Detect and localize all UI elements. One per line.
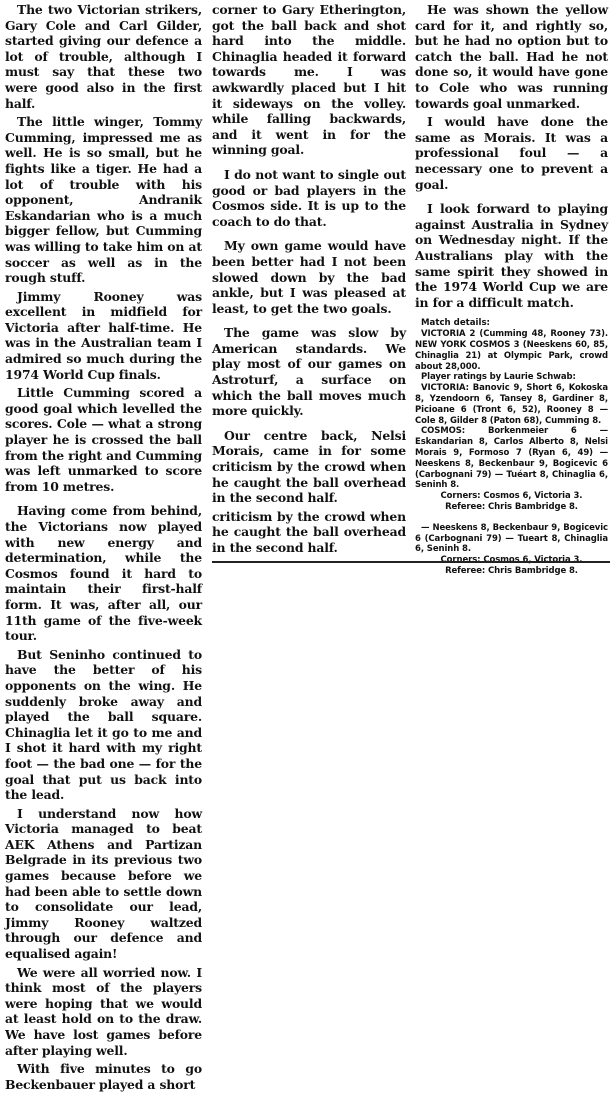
article-paragraph: My own game would have been better had I not been slowed down by the bad ankle, but I was pleased at least, to get the two goals. [212, 238, 406, 316]
article-column-1 [5, 2, 202, 1095]
article-paragraph: Our centre back, Nelsi Morais, came in for some criticism by the crowd when he caught the ball overhead in the second half. [212, 427, 406, 506]
article-paragraph: I do not want to single out good or bad players in the Cosmos side. It is up to the coach to do that. [212, 166, 406, 229]
match-details [415, 329, 608, 513]
article-paragraph: The two Victorian strikers, Gary Cole and Carl Gilder, started giving our defence a lot of trouble, although I must say that these two were good also in the first half. [5, 2, 202, 111]
article-paragraph: But Seninho continued to have the better of his opponents on the wing. He suddenly broke away and played the ball square. Chinaglia let it go to me and I shot it hard with my right foot — the bad one — for the goal that put us back into the lead. [5, 646, 202, 803]
article-paragraph: Jimmy Rooney was excellent in midfield for Victoria after half-time. He was in the Australian team I admired so much during the 1974 World Cup finals. [5, 288, 202, 382]
match-details-cosmos: COSMOS: Borkenmeier 6 — Eskandarian 8, Carlos Alberto 8, Nelsi Morais 9, Formoso 7 (Ryan 6, 49) — Neeskens 8, Beckenbaur 9, Bogicevic 6 (Carbognani 79) — Tuéart 8, Chinaglia 6, Seninh 8. [415, 426, 608, 491]
match-details-cosmos-repeat: — Neeskens 8, Beckenbaur 9, Bogicevic 6 (Carbognani 79) — Tueart 8, Chinaglia 6, Seninh 8. [415, 522, 608, 555]
match-details-score: VICTORIA 2 (Cumming 48, Rooney 73). NEW YORK COSMOS 3 (Neeskens 60, 85, Chinaglia 21) at Olympic Park, crowd about 28,000. [415, 329, 608, 372]
match-details-referee: Referee: Chris Bambridge 8. [445, 502, 578, 513]
article-paragraph: Little Cumming scored a good goal which levelled the scores. Cole — what a strong player he is crossed the ball from the right and Cumming was left unmarked to score from 10 metres. [5, 385, 203, 494]
match-details-corners: Corners: Cosmos 6, Victoria 3. [440, 491, 583, 502]
article-paragraph: The game was slow by American standards. We play most of our games on Astroturf, a surface on which the ball moves much more quickly. [212, 325, 406, 419]
article-paragraph: corner to Gary Etherington, got the ball back and shot hard into the middle. Chinaglia headed it forward towards me. I was awkwardly placed but I hit it sideways on the volley. while falling backwards, and it went in for the winning goal. [212, 2, 406, 158]
column-divider-rule [212, 561, 610, 563]
article-column-3 [415, 2, 608, 577]
article-paragraph: I understand now how Victoria managed to beat AEK Athens and Partizan Belgrade in its previous two games because before we had been able to settle down to consolidate our lead, Jimmy Rooney waltzed through our defence and equalised again! [5, 805, 202, 962]
match-details-ratings-byline: Player ratings by Laurie Schwab: [421, 372, 576, 383]
match-details-referee-repeat: Referee: Chris Bambridge 8. [445, 566, 578, 577]
article-paragraph: We were all worried now. I think most of the players were hoping that we would at least hold on to the draw. We have lost games before after playing well. [5, 964, 202, 1058]
match-details-victoria: VICTORIA: Banovic 9, Short 6, Kokoska 8, Yzendoorn 6, Tansey 8, Gardiner 8, Picioane 6 (Tront 6, 52), Rooney 8 — Cole 8, Gilder 8 (Paton 68), Cumming 8. [415, 383, 608, 426]
article-paragraph: I look forward to playing against Australia in Sydney on Wednesday night. If the Australians play with the same spirit they showed in the 1974 World Cup we are in for a difficult match. [415, 201, 608, 310]
article-paragraph: I would have done the same as Morais. It was a professional foul — a necessary one to prevent a goal. [415, 114, 608, 192]
match-details-title: Match details: [421, 318, 490, 329]
article-column-2 [212, 2, 406, 559]
article-paragraph-duplicate: criticism by the crowd when he caught the ball overhead in the second half. [212, 508, 406, 555]
article-paragraph: He was shown the yellow card for it, and rightly so, but he had no option but to catch the ball. Had he not done so, it would have gone to Cole who was running towards goal unmarked. [415, 2, 608, 111]
article-paragraph: With five minutes to go Beckenbauer played a short [5, 1061, 202, 1092]
match-details-duplicate [415, 523, 608, 577]
article-paragraph: The little winger, Tommy Cumming, impressed me as well. He is so small, but he fights like a tiger. He had a lot of trouble with his opponent, Andranik Eskandarian who is a much bigger fellow, but Cumming was willing to take him on at soccer as well as in the rough stuff. [5, 114, 202, 286]
article-paragraph: Having come from behind, the Victorians now played with new energy and determination, while the Cosmos found it hard to maintain their first-half form. It was, after all, our 11th game of the five-week tour. [5, 503, 202, 644]
